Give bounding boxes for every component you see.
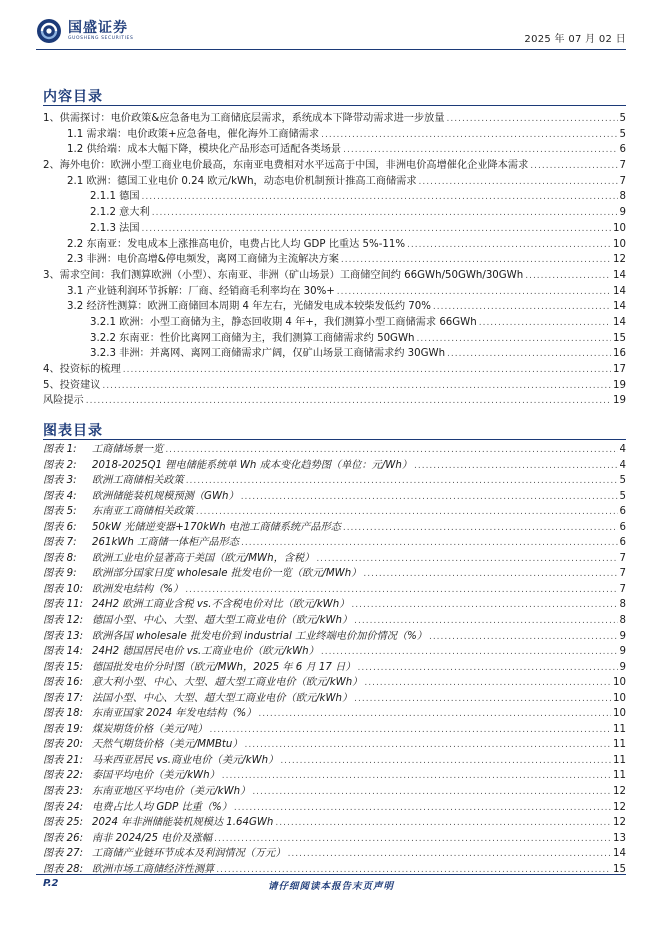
dot-leader [363, 567, 617, 583]
toc-entry-page: 16 [613, 348, 626, 360]
figure-entry-page: 4 [619, 444, 626, 455]
dot-leader [196, 505, 618, 521]
figure-entry-page: 11 [613, 723, 626, 735]
figure-entry-page: 9 [619, 646, 626, 658]
toc-entry[interactable] [43, 237, 626, 253]
dot-leader [222, 769, 611, 785]
figure-entry-text: 欧洲部分国家日度 wholesale 批发电价一览（欧元/MWh） [92, 568, 362, 580]
figure-entry[interactable] [43, 784, 626, 800]
figure-entry-number: 图表 8: [43, 552, 77, 564]
figure-entry-number: 图表 21: [43, 754, 84, 766]
dot-leader [447, 347, 611, 363]
figure-entry-page: 6 [619, 506, 626, 518]
figure-entry-number: 图表 17: [43, 692, 84, 704]
toc-entry[interactable] [43, 284, 626, 300]
figure-entry-number: 图表 28: [43, 863, 84, 875]
figure-entry-page: 13 [613, 832, 626, 844]
toc-entry[interactable] [43, 268, 626, 284]
figure-entry-text: 煤炭期货价格（美元/吨） [92, 723, 208, 735]
figure-entry-text: 泰国平均电价（美元/kWh） [92, 770, 220, 782]
dot-leader [321, 645, 618, 661]
figure-entry-text: 工商储场景一览 [92, 444, 164, 455]
toc-entry[interactable] [43, 142, 626, 158]
toc-entry[interactable] [43, 315, 626, 331]
figure-entry-text: 东南亚地区平均电价（美元/kWh） [92, 786, 251, 798]
figure-entry-text: 24H2 欧洲工商业含税 vs.不含税电价对比（欧元/kWh） [92, 599, 350, 611]
dot-leader [429, 630, 618, 646]
dot-leader [152, 206, 618, 222]
dot-leader [343, 143, 617, 159]
figure-entry[interactable] [43, 768, 626, 784]
toc-entry-page: 7 [619, 160, 626, 172]
toc-entry-page: 19 [613, 395, 626, 407]
figure-entry-text: 法国小型、中心、大型、超大型工商业电价（欧元/kWh） [92, 692, 353, 704]
toc-entry-text: 4、投资标的梳理 [43, 364, 121, 375]
dot-leader [241, 490, 618, 506]
figure-entry[interactable] [43, 660, 626, 676]
figure-entry-number: 图表 20: [43, 739, 84, 751]
dot-leader [341, 253, 611, 269]
toc-entry[interactable] [43, 346, 626, 362]
figure-entry-number: 图表 23: [43, 786, 84, 798]
dot-leader [358, 661, 618, 677]
toc-entry-text: 2.1.2 意大利 [90, 207, 150, 219]
toc-entry-page: 5 [619, 128, 626, 140]
dot-leader [241, 536, 618, 552]
toc-entry-text: 2.1.3 法国 [90, 222, 140, 234]
figure-entry-page: 7 [619, 568, 626, 580]
dot-leader [525, 269, 611, 285]
figure-entry-number: 图表 12: [43, 615, 84, 627]
figure-entry-text: 2024 年非洲储能装机规模达 1.64GWh [92, 817, 274, 829]
figure-entry-number: 图表 9: [43, 568, 77, 580]
figure-entry[interactable] [43, 597, 626, 613]
figure-entry-text: 欧洲发电结构（%） [92, 583, 184, 595]
figure-entry[interactable] [43, 629, 626, 645]
figure-entry-number: 图表 13: [43, 630, 84, 642]
toc-entry-text: 3.2 经济性测算：欧洲工商储回本周期 4 年左右，光储发电成本较柴发低约 70% [67, 301, 431, 313]
figure-entry-number: 图表 16: [43, 677, 84, 689]
header-divider [36, 49, 626, 50]
dot-leader [414, 459, 618, 475]
toc-entry-page: 9 [619, 207, 626, 219]
dot-leader [343, 521, 618, 537]
dot-leader [142, 222, 611, 238]
figure-entry[interactable] [43, 831, 626, 847]
figure-entry[interactable] [43, 815, 626, 831]
toc-entry-text: 2.3 非洲：电价高增&停电频发，离网工商储为主流解决方案 [67, 254, 339, 266]
dot-leader [433, 300, 611, 316]
toc-entry[interactable] [43, 362, 626, 378]
figure-entry-page: 8 [619, 599, 626, 611]
toc-title: 内容目录 [43, 89, 103, 105]
guosheng-logo-icon [36, 18, 62, 44]
toc-entry[interactable] [43, 111, 626, 127]
toc-entry-text: 2.2 东南亚：发电成本上涨推高电价，电费占比人均 GDP 比重达 5%-11% [67, 238, 406, 250]
dot-leader [364, 676, 611, 692]
figure-entry-number: 图表 26: [43, 832, 84, 844]
list-of-figures [43, 442, 626, 877]
figure-entry-text: 欧洲市场工商储经济性测算 [92, 863, 215, 875]
toc-entry-text: 2、海外电价：欧洲小型工商业电价最高，东南亚电费相对水平远高于中国，非洲电价高增催化企业降本需求 [43, 160, 529, 172]
toc-entry[interactable] [43, 393, 626, 409]
figure-entry-page: 5 [619, 475, 626, 487]
dot-leader [123, 363, 611, 379]
toc-entry[interactable] [43, 221, 626, 237]
figure-entry-page: 11 [613, 770, 626, 782]
figure-entry-page: 10 [613, 677, 626, 689]
figure-entry-page: 7 [619, 552, 626, 564]
dot-leader [245, 738, 612, 754]
logo-chinese-name: 国盛证券 [68, 19, 128, 36]
figure-entry[interactable] [43, 691, 626, 707]
report-date: 2025 年 07 月 02 日 [524, 34, 626, 45]
toc-entry-text: 3、需求空间：我们测算欧洲（小型）、东南亚、非洲（矿山场景）工商储空间约 66GWh/50GWh/30GWh [43, 269, 524, 281]
toc-entry-text: 2.1 欧洲：德国工业电价 0.24 欧元/kWh，动态电价机制预计推高工商储需求 [67, 175, 417, 187]
toc-entry-page: 12 [613, 254, 626, 266]
dot-leader [142, 190, 618, 206]
dot-leader [280, 754, 611, 770]
figure-entry[interactable] [43, 613, 626, 629]
dot-leader [165, 443, 617, 459]
dot-leader [416, 332, 611, 348]
toc-entry[interactable] [43, 127, 626, 143]
toc-entry[interactable] [43, 378, 626, 394]
figure-entry-text: 东南亚工商储相关政策 [92, 506, 194, 518]
toc-entry[interactable] [43, 158, 626, 174]
figure-entry[interactable] [43, 520, 626, 536]
figure-entry-text: 德国批发电价分时图（欧元/MWh，2025 年 6 月 17 日） [92, 661, 356, 673]
toc-entry[interactable] [43, 205, 626, 221]
figure-entry[interactable] [43, 706, 626, 722]
figure-entry[interactable] [43, 846, 626, 862]
toc-entry-text: 2.1.1 德国 [90, 191, 140, 203]
figure-entry-number: 图表 10: [43, 583, 84, 595]
page-number: P.2 [43, 878, 59, 889]
figure-entry-number: 图表 4: [43, 490, 77, 502]
figure-entry[interactable] [43, 442, 626, 458]
dot-leader [321, 128, 617, 144]
dot-leader [354, 692, 611, 708]
figure-entry-text: 电费占比人均 GDP 比重（%） [92, 801, 232, 813]
toc-entry-page: 19 [613, 379, 626, 391]
figure-entry-page: 5 [619, 490, 626, 502]
toc-entry-page: 15 [613, 332, 626, 344]
figure-entry-page: 7 [619, 583, 626, 595]
table-of-contents [43, 111, 626, 409]
figure-entry-page: 12 [613, 801, 626, 813]
figure-entry-text: 2018-2025Q1 锂电储能系统单 Wh 成本变化趋势图（单位：元/Wh） [92, 459, 412, 471]
figure-entry-number: 图表 15: [43, 661, 84, 673]
figure-entry[interactable] [43, 722, 626, 738]
figure-entry-text: 欧洲工商储相关政策 [92, 475, 184, 487]
figure-entry[interactable] [43, 644, 626, 660]
figure-entry-page: 8 [619, 615, 626, 627]
dot-leader [185, 583, 617, 599]
figure-entry-number: 图表 22: [43, 770, 84, 782]
figure-entry-number: 图表 24: [43, 801, 84, 813]
figure-entry-page: 6 [619, 537, 626, 549]
figure-entry[interactable] [43, 737, 626, 753]
toc-entry-page: 8 [619, 191, 626, 203]
figure-entry[interactable] [43, 504, 626, 520]
toc-entry[interactable] [43, 299, 626, 315]
toc-entry-page: 5 [619, 113, 626, 124]
figure-entry-number: 图表 5: [43, 506, 77, 518]
figures-title-divider [43, 439, 626, 440]
figure-entry[interactable] [43, 566, 626, 582]
toc-entry[interactable] [43, 331, 626, 347]
dot-leader [337, 285, 611, 301]
toc-entry[interactable] [43, 189, 626, 205]
figure-entry[interactable] [43, 582, 626, 598]
figure-entry-page: 15 [613, 863, 626, 875]
toc-entry-page: 14 [613, 316, 626, 328]
dot-leader [275, 816, 611, 832]
figure-entry[interactable] [43, 800, 626, 816]
toc-entry-text: 3.2.1 欧洲：小型工商储为主，静态回收期 4 年+，我们测算小型工商储需求 66GWh [90, 316, 477, 328]
figure-entry-page: 6 [619, 521, 626, 533]
dot-leader [234, 801, 611, 817]
dot-leader [316, 552, 617, 568]
toc-entry-text: 3.2.3 非洲：并离网、离网工商储需求广阔，仅矿山场景工商储需求约 30GWh [90, 348, 446, 360]
figure-entry-text: 天然气期货价格（美元/MMBtu） [92, 739, 243, 751]
figure-entry-text: 261kWh 工商储一体柜产品形态 [92, 537, 239, 549]
figure-entry-number: 图表 14: [43, 646, 84, 658]
toc-entry-text: 3.2.2 东南亚：性价比离网工商储为主，我们测算工商储需求约 50GWh [90, 332, 415, 344]
figure-entry-number: 图表 11: [43, 599, 84, 611]
figure-entry-number: 图表 2: [43, 459, 77, 471]
figure-entry-text: 德国小型、中心、大型、超大型工商业电价（欧元/kWh） [92, 615, 353, 627]
dot-leader [351, 598, 617, 614]
figure-entry[interactable] [43, 489, 626, 505]
figure-entry-number: 图表 7: [43, 537, 77, 549]
figure-entry-page: 11 [613, 739, 626, 751]
toc-entry[interactable] [43, 174, 626, 190]
figure-entry-page: 9 [619, 630, 626, 642]
toc-entry-text: 3.1 产业链利润环节拆解：厂商、经销商毛利率均在 30%+ [67, 285, 335, 297]
dot-leader [479, 316, 611, 332]
dot-leader [216, 863, 611, 879]
toc-entry-page: 17 [613, 364, 626, 375]
dot-leader [407, 238, 611, 254]
dot-leader [102, 379, 611, 395]
page-header [0, 0, 662, 56]
footer-divider [36, 874, 626, 875]
figure-entry-text: 马来西亚居民 vs.商业电价（美元/kWh） [92, 754, 279, 766]
figure-entry-text: 欧洲工业电价显著高于美国（欧元/MWh，含税） [92, 552, 315, 564]
figure-entry-number: 图表 25: [43, 817, 84, 829]
figure-entry[interactable] [43, 535, 626, 551]
disclaimer-note: 请仔细阅读本报告末页声明 [267, 881, 394, 892]
toc-entry-text: 1.1 需求端：电价政策+应急备电，催化海外工商储需求 [67, 128, 320, 140]
toc-entry-page: 14 [613, 301, 626, 313]
figure-entry-number: 图表 3: [43, 475, 77, 487]
figure-entry-page: 10 [613, 708, 626, 720]
figure-entry-text: 50kW 光储逆变器+170kWh 电池工商储系统产品形态 [92, 521, 341, 533]
toc-entry-text: 风险提示 [43, 395, 84, 407]
figure-entry-page: 9 [619, 661, 626, 673]
dot-leader [214, 832, 611, 848]
figure-entry[interactable] [43, 473, 626, 489]
dot-leader [447, 112, 618, 128]
figure-entry[interactable] [43, 753, 626, 769]
figure-entry-text: 工商储产业链环节成本及利润情况（万元） [92, 848, 286, 860]
toc-entry-page: 14 [613, 285, 626, 297]
toc-entry-page: 10 [613, 238, 626, 250]
figure-entry-text: 欧洲各国 wholesale 批发电价到 industrial 工业终端电价加价情况（%） [92, 630, 427, 642]
dot-leader [419, 175, 618, 191]
figure-entry-number: 图表 1: [43, 444, 77, 455]
dot-leader [252, 785, 611, 801]
logo-english-name: GUOSHENG SECURITIES [68, 35, 134, 41]
toc-entry-page: 7 [619, 175, 626, 187]
figure-entry-text: 意大利小型、中心、大型、超大型工商业电价（欧元/kWh） [92, 677, 363, 689]
figure-entry-page: 12 [613, 786, 626, 798]
dot-leader [86, 394, 611, 410]
toc-entry-text: 5、投资建议 [43, 379, 101, 391]
figure-entry-text: 欧洲储能装机规模预测（GWh） [92, 490, 239, 502]
toc-title-divider [43, 105, 626, 106]
figure-entry-number: 图表 6: [43, 521, 77, 533]
figure-entry-page: 11 [613, 754, 626, 766]
figure-entry-text: 东南亚国家 2024 年发电结构（%） [92, 708, 257, 720]
figure-entry-page: 4 [619, 459, 626, 471]
figures-title: 图表目录 [43, 423, 103, 439]
figure-entry-page: 12 [613, 817, 626, 829]
dot-leader [288, 847, 611, 863]
figure-entry-number: 图表 27: [43, 848, 84, 860]
toc-entry-text: 1、供需探讨：电价政策&应急备电为工商储底层需求，系统成本下降带动需求进一步放量 [43, 113, 445, 124]
figure-entry-page: 14 [613, 848, 626, 860]
toc-entry-text: 1.2 供给端：成本大幅下降，模块化产品形态可适配各类场景 [67, 144, 342, 156]
toc-entry-page: 14 [613, 269, 626, 281]
figure-entry[interactable] [43, 675, 626, 691]
dot-leader [210, 723, 612, 739]
figure-entry-text: 南非 2024/25 电价及涨幅 [92, 832, 213, 844]
toc-entry-page: 10 [613, 222, 626, 234]
figure-entry-page: 10 [613, 692, 626, 704]
dot-leader [258, 707, 611, 723]
figure-entry-text: 24H2 德国居民电价 vs.工商业电价（欧元/kWh） [92, 646, 319, 658]
brand-logo [36, 18, 133, 44]
figure-entry-number: 图表 18: [43, 708, 84, 720]
toc-entry[interactable] [43, 252, 626, 268]
figure-entry[interactable] [43, 458, 626, 474]
dot-leader [530, 159, 617, 175]
toc-entry-page: 6 [619, 144, 626, 156]
dot-leader [354, 614, 617, 630]
figure-entry[interactable] [43, 551, 626, 567]
dot-leader [186, 474, 618, 490]
figure-entry-number: 图表 19: [43, 723, 84, 735]
